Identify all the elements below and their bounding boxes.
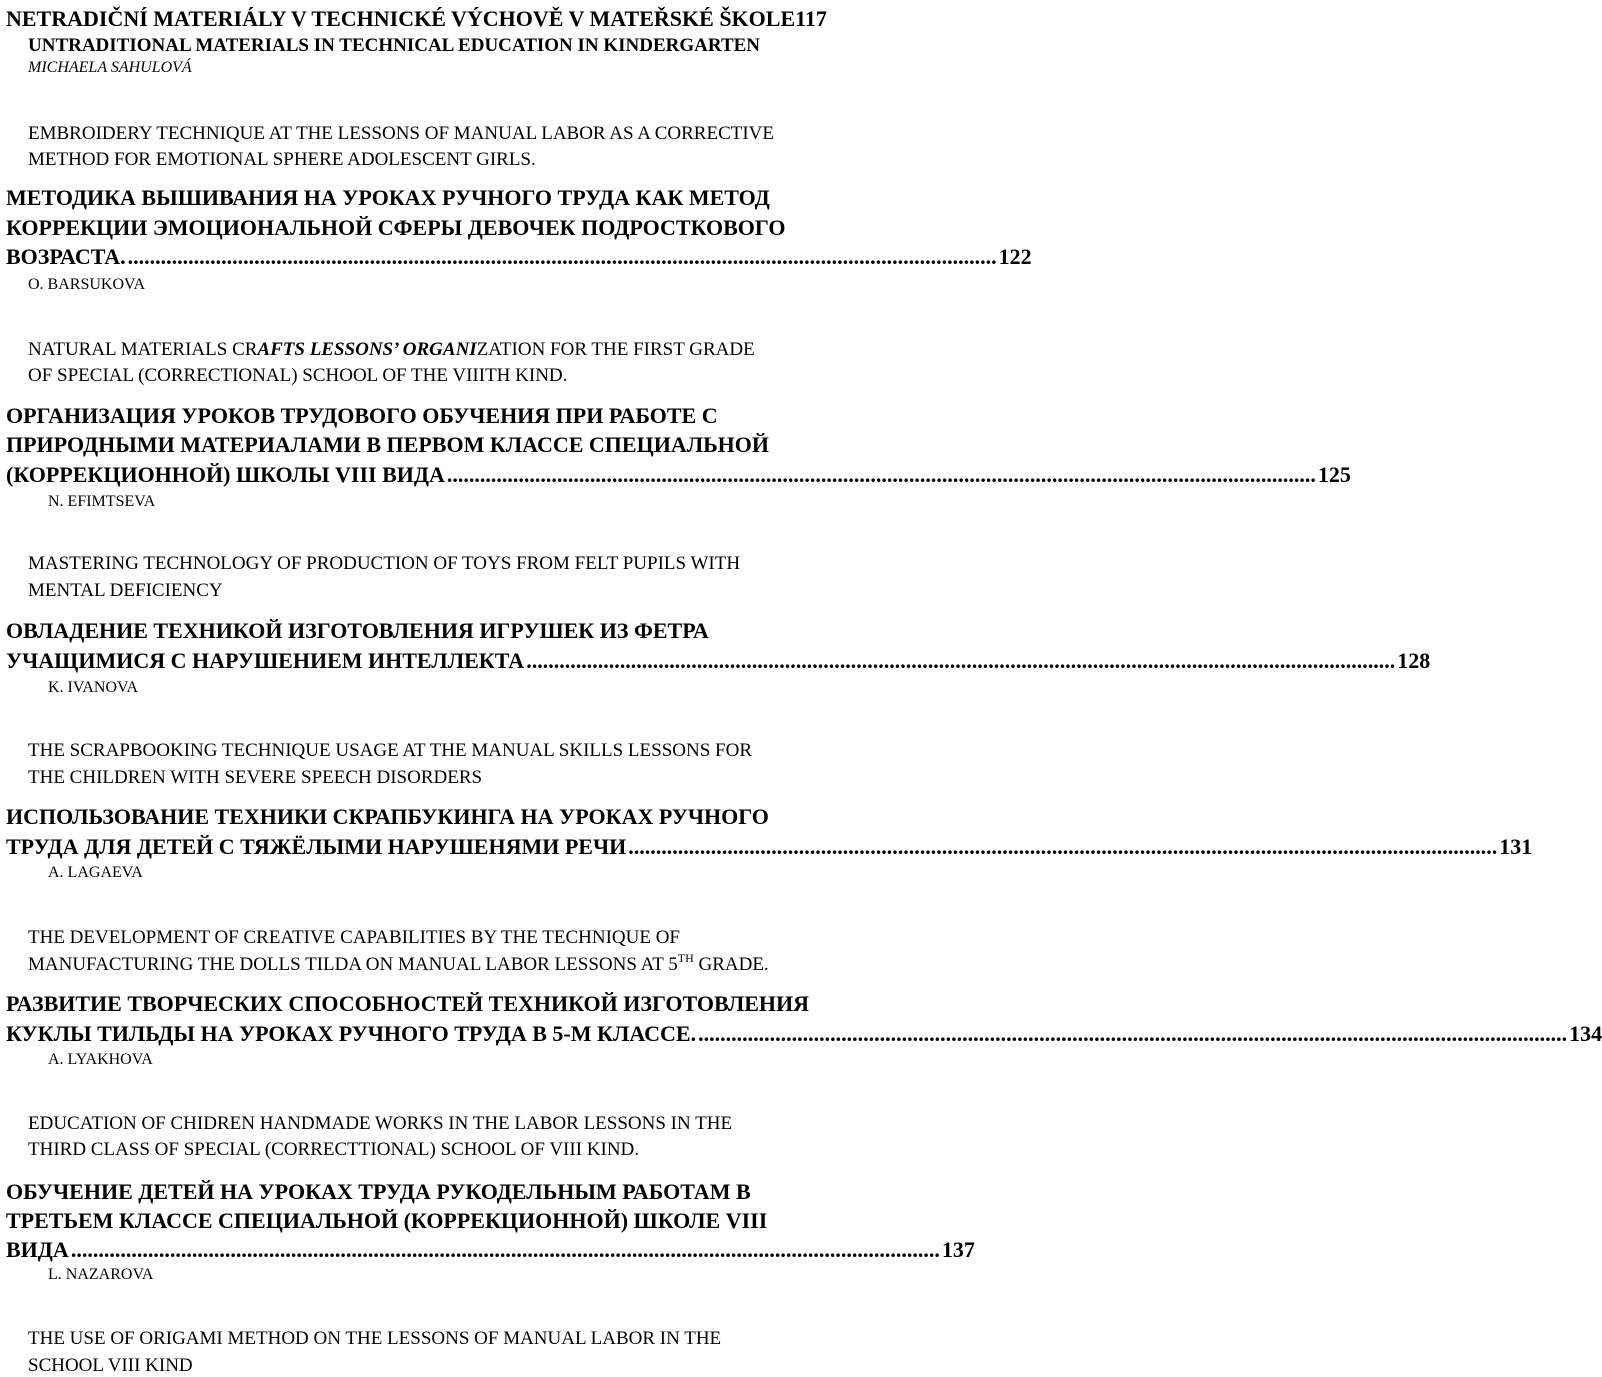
author-barsukova: O. BARSUKOVA xyxy=(28,276,146,293)
entry2-en-line2: OF SPECIAL (CORRECTIONAL) SCHOOL OF THE VIIITH KIND. xyxy=(28,365,568,386)
czech-title-page: 117 xyxy=(795,6,827,31)
author-lyakhova: A. LYAKHOVA xyxy=(48,1051,153,1068)
author-sahulova: MICHAELA SAHULOVÁ xyxy=(28,59,192,76)
entry1-en-line1: EMBROIDERY TECHNIQUE AT THE LESSONS OF MANUAL LABOR AS A CORRECTIVE xyxy=(28,123,775,144)
entry4-ru-line2: ТРУДА ДЛЯ ДЕТЕЙ С ТЯЖЁЛЫМИ НАРУШЕНЯМИ РЕЧИ xyxy=(6,834,627,859)
entry4-en-line1: THE SCRAPBOOKING TECHNIQUE USAGE AT THE MANUAL SKILLS LESSONS FOR xyxy=(28,740,752,761)
entry5-en-line2 xyxy=(28,951,769,975)
english-title: UNTRADITIONAL MATERIALS IN TECHNICAL EDUCATION IN KINDERGARTEN xyxy=(28,35,761,56)
entry5-en-line2-end: GRADE. xyxy=(693,954,769,975)
czech-title: NETRADIČNÍ MATERIÁLY V TECHNICKÉ VÝCHOVĚ V MATEŘSKÉ ŠKOLE xyxy=(6,6,796,31)
entry6-ru-line2: ТРЕТЬЕМ КЛАССЕ СПЕЦИАЛЬНОЙ (КОРРЕКЦИОННОЙ) ШКОЛЕ VIII xyxy=(6,1208,768,1233)
entry5-ru-line2: КУКЛЫ ТИЛЬДЫ НА УРОКАХ РУЧНОГО ТРУДА В 5-М КЛАССЕ. xyxy=(6,1021,697,1046)
page-number: 125 xyxy=(1317,462,1351,487)
entry6-ru-line1: ОБУЧЕНИЕ ДЕТЕЙ НА УРОКАХ ТРУДА РУКОДЕЛЬНЫМ РАБОТАМ В xyxy=(6,1179,751,1204)
entry2-ru-line1: ОРГАНИЗАЦИЯ УРОКОВ ТРУДОВОГО ОБУЧЕНИЯ ПРИ РАБОТЕ С xyxy=(6,403,718,428)
leader-dots: .............................................................................................................................................................. xyxy=(446,462,1316,487)
entry2-en-part-b: AFTS LESSONS’ ORGANI xyxy=(257,339,477,360)
entry2-ru-line3: (КОРРЕКЦИОННОЙ) ШКОЛЫ VIII ВИДА xyxy=(6,462,445,487)
author-nazarova: L. NAZAROVA xyxy=(48,1266,154,1283)
entry2-en-line1 xyxy=(28,340,755,359)
toc-entry-4[interactable] xyxy=(6,834,1533,859)
entry7-en-line2: SCHOOL VIII KIND xyxy=(28,1355,193,1376)
entry5-en-line2-text: MANUFACTURING THE DOLLS TILDA ON MANUAL LABOR LESSONS AT 5 xyxy=(28,954,678,975)
entry3-en-line1: MASTERING TECHNOLOGY OF PRODUCTION OF TOYS FROM FELT PUPILS WITH xyxy=(28,553,741,574)
page-number: 131 xyxy=(1499,834,1533,859)
toc-entry-1[interactable] xyxy=(6,244,1032,269)
entry3-ru-line1: ОВЛАДЕНИЕ ТЕХНИКОЙ ИЗГОТОВЛЕНИЯ ИГРУШЕК ИЗ ФЕТРА xyxy=(6,618,709,643)
entry1-ru-line1: МЕТОДИКА ВЫШИВАНИЯ НА УРОКАХ РУЧНОГО ТРУДА КАК МЕТОД xyxy=(6,185,770,210)
page-number: 122 xyxy=(998,244,1032,269)
entry4-en-line2: THE CHILDREN WITH SEVERE SPEECH DISORDERS xyxy=(28,767,483,788)
page-number: 128 xyxy=(1397,648,1431,673)
toc-entry-czech-title[interactable] xyxy=(6,8,956,30)
entry1-en-line2: METHOD FOR EMOTIONAL SPHERE ADOLESCENT GIRLS. xyxy=(28,149,536,170)
entry2-ru-line2: ПРИРОДНЫМИ МАТЕРИАЛАМИ В ПЕРВОМ КЛАССЕ СПЕЦИАЛЬНОЙ xyxy=(6,432,769,457)
entry6-en-line2: THIRD CLASS OF SPECIAL (CORRECTTIONAL) SCHOOL OF VIII KIND. xyxy=(28,1139,640,1160)
entry2-en-part-a: NATURAL MATERIALS CR xyxy=(28,339,258,360)
page-number: 137 xyxy=(941,1237,975,1262)
toc-entry-2[interactable] xyxy=(6,462,1351,487)
leader-dots: .............................................................................................................................................................. xyxy=(526,648,1396,673)
entry2-en-part-c: ZATION FOR THE FIRST GRADE xyxy=(476,339,755,360)
entry6-en-line1: EDUCATION OF CHIDREN HANDMADE WORKS IN THE LABOR LESSONS IN THE xyxy=(28,1113,733,1134)
author-efimtseva: N. EFIMTSEVA xyxy=(48,493,156,510)
ordinal-suffix: TH xyxy=(677,951,694,965)
author-lagaeva: A. LAGAEVA xyxy=(48,864,143,881)
entry6-ru-line3: ВИДА xyxy=(6,1237,69,1262)
toc-entry-3[interactable] xyxy=(6,648,1431,673)
entry1-ru-line2: КОРРЕКЦИИ ЭМОЦИОНАЛЬНОЙ СФЕРЫ ДЕВОЧЕК ПОДРОСТКОВОГО xyxy=(6,215,786,240)
leader-dots: .............................................................................................................................................................. xyxy=(127,244,997,269)
entry3-en-line2: MENTAL DEFICIENCY xyxy=(28,580,223,601)
entry5-ru-line1: РАЗВИТИЕ ТВОРЧЕСКИХ СПОСОБНОСТЕЙ ТЕХНИКОЙ ИЗГОТОВЛЕНИЯ xyxy=(6,991,810,1016)
entry5-en-line1: THE DEVELOPMENT OF CREATIVE CAPABILITIES BY THE TECHNIQUE OF xyxy=(28,927,680,948)
toc-entry-5[interactable] xyxy=(6,1021,1602,1046)
leader-dots: .............................................................................................................................................................. xyxy=(628,834,1498,859)
toc-entry-6[interactable] xyxy=(6,1237,975,1262)
entry1-ru-line3: ВОЗРАСТА. xyxy=(6,244,126,269)
page-number: 134 xyxy=(1569,1021,1602,1046)
leader-dots: .............................................................................................................................................................. xyxy=(70,1237,940,1262)
leader-dots: .............................................................................................................................................................. xyxy=(698,1021,1568,1046)
entry3-ru-line2: УЧАЩИМИСЯ С НАРУШЕНИЕМ ИНТЕЛЛЕКТА xyxy=(6,648,525,673)
author-ivanova: K. IVANOVA xyxy=(48,679,139,696)
entry4-ru-line1: ИСПОЛЬЗОВАНИЕ ТЕХНИКИ СКРАПБУКИНГА НА УРОКАХ РУЧНОГО xyxy=(6,804,769,829)
entry7-en-line1: THE USE OF ORIGAMI METHOD ON THE LESSONS OF MANUAL LABOR IN THE xyxy=(28,1328,722,1349)
